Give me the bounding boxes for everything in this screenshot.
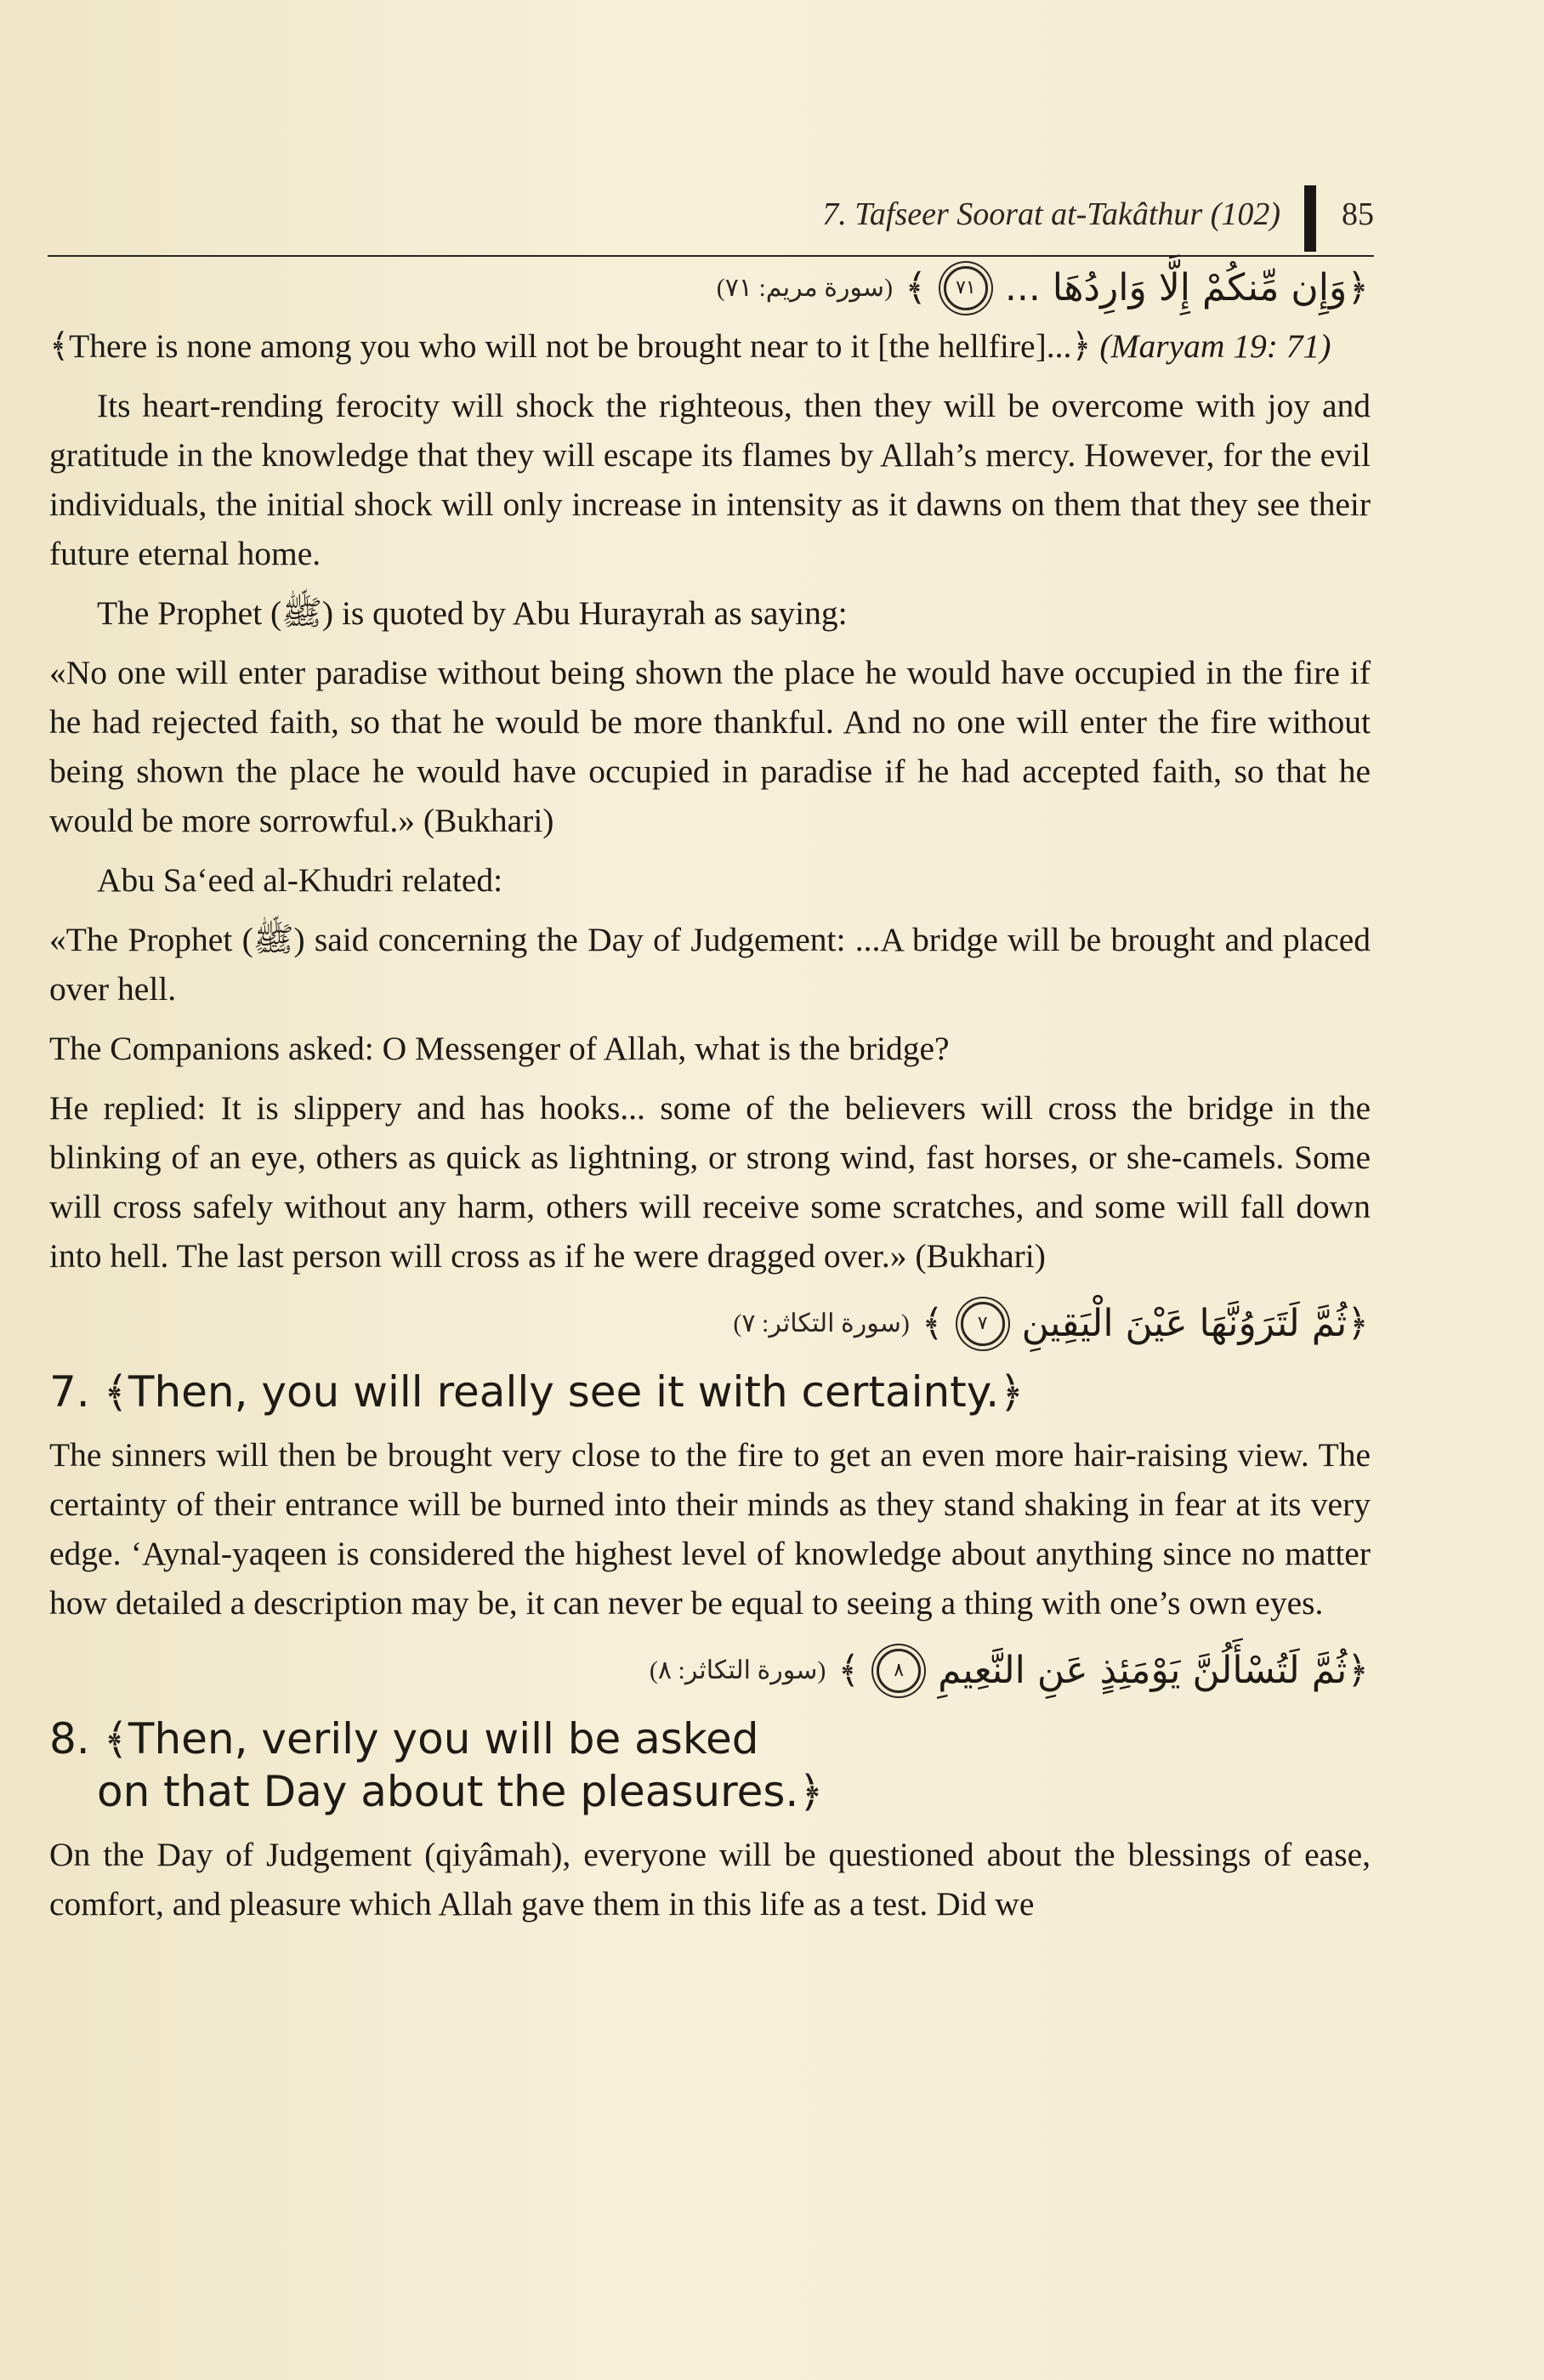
verse-translation — [49, 321, 1371, 371]
running-title: 7. Tafseer Soorat at-Takâthur (102) — [822, 196, 1280, 232]
verse-arabic-text: ﴿وَإِن مِّنكُمْ إِلَّا وَارِدُهَا ... — [1004, 266, 1369, 310]
verse-reference: (سورة مريم: ٧١) — [716, 274, 894, 302]
verse-close-bracket: ﴾ — [905, 267, 927, 309]
page-number: 85 — [1342, 196, 1374, 232]
verse-arabic-text: ﴿ثُمَّ لَتُسْأَلُنَّ يَوْمَئِذٍ عَنِ النَّعِيمِ — [938, 1649, 1369, 1692]
narrator-line: Abu Sa‘eed al-Khudri related: — [97, 861, 503, 899]
verse-close-bracket: ﴾ — [837, 1650, 860, 1691]
ayah-number-medallion: ٨ — [877, 1649, 921, 1693]
quran-verse-3 — [49, 1638, 1371, 1704]
page-content — [49, 255, 1371, 1939]
heading-line-2: on that Day about the pleasures.﴿ — [97, 1767, 824, 1816]
heading-line-1: 8. ﴾Then, verily you will be asked — [49, 1714, 759, 1764]
section-7-body: The sinners will then be brought very close to the fire to get an even more hair-raising view. The certainty of their entrance will be burned into their minds as they stand shaking in fear at its very edge. ‘Aynal-yaqeen is considered the highest level of knowledge about anything since no matter how detailed a description may be, it can never be equal to seeing a thing with one’s own eyes. — [49, 1436, 1371, 1622]
header-bar — [1304, 185, 1316, 252]
quran-verse-1 — [49, 255, 1371, 321]
hadith-quote: «No one will enter paradise without being shown the place he would have occupied in the fire if he had rejected faith, so that he would be more thankful. And no one will enter the fire without being shown the place he would have occupied in paradise if he had accepted faith, so that he would be more sorrowful.» (Bukhari) — [49, 654, 1371, 839]
section-heading-7: 7. ﴾Then, you will really see it with certainty.﴿ — [49, 1367, 1025, 1417]
verse-reference: (سورة التكاثر: ٨) — [649, 1656, 826, 1684]
page-header — [48, 179, 1374, 257]
section-heading-8 — [49, 1713, 1371, 1818]
translation-reference: (Maryam 19: 71) — [1099, 327, 1331, 365]
verse-arabic-text: ﴿ثُمَّ لَتَرَوُنَّهَا عَيْنَ الْيَقِينِ — [1021, 1302, 1369, 1345]
paragraph: Its heart-rending ferocity will shock the righteous, then they will be overcome with joy and gratitude in the knowledge that they will escape its flames by Allah’s mercy. However, for the evil individuals, the initial shock will only increase in intensity as it dawns on them that they see their future eternal home. — [49, 387, 1371, 572]
section-8-body: On the Day of Judgement (qiyâmah), everyone will be questioned about the blessings of ease, comfort, and pleasure which Allah gave them in this life as a test. Did we — [49, 1836, 1371, 1923]
hadith-paragraph: He replied: It is slippery and has hooks... some of the believers will cross the bridge in the blinking of an eye, others as quick as lightning, or strong wind, fast horses, or she-camels. Some will cross safely without any harm, others will receive some scratches, and some will fall down into hell. The last person will cross as if he were dragged over.» (Bukhari) — [49, 1089, 1371, 1275]
paragraph: The Prophet (ﷺ) is quoted by Abu Hurayrah as saying: — [97, 594, 848, 632]
ayah-number-medallion: ٧١ — [944, 266, 988, 310]
hadith-paragraph: «The Prophet (ﷺ) said concerning the Day of Judgement: ...A bridge will be brought and placed over hell. — [49, 921, 1371, 1008]
translation-text: ﴾There is none among you who will not be brought near to it [the hellfire]...﴿ — [49, 327, 1092, 365]
hadith-paragraph: The Companions asked: O Messenger of Allah, what is the bridge? — [49, 1030, 950, 1067]
verse-close-bracket: ﴾ — [921, 1303, 944, 1344]
verse-reference: (سورة التكاثر: ٧) — [733, 1309, 910, 1338]
quran-verse-2 — [49, 1291, 1371, 1357]
ayah-number-medallion: ٧ — [961, 1302, 1005, 1346]
